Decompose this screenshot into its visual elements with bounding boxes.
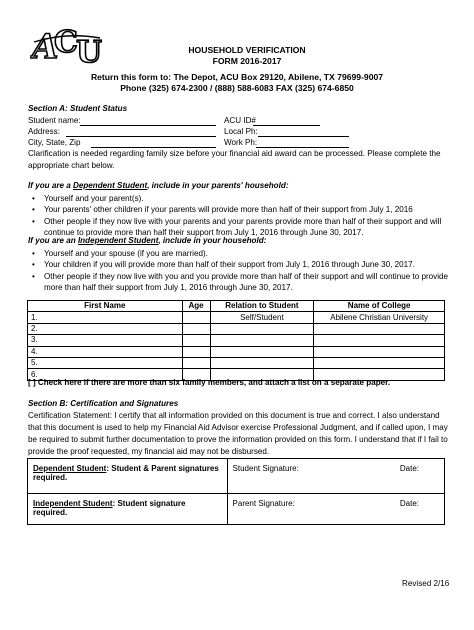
table-row xyxy=(28,357,445,368)
dependent-heading: If you are a Dependent Student, include in your parents' household: xyxy=(28,181,289,190)
list-item: • Yourself and your parent(s). xyxy=(28,193,452,204)
cell-college[interactable] xyxy=(314,357,445,368)
student-signature-label: Student Signature: xyxy=(232,464,299,473)
cell-college[interactable] xyxy=(314,323,445,334)
form-title: HOUSEHOLD VERIFICATION xyxy=(188,45,306,55)
independent-signature-label: Independent Student: Student signature required. xyxy=(28,494,228,525)
revised-date: Revised 2/16 xyxy=(402,579,450,588)
col-first-name: First Name xyxy=(28,301,183,312)
list-item: • Your parents' other children if your parents will provide more than half of their support from July 1, 2016 xyxy=(28,204,452,215)
list-item: • Your children if you will provide more than half of their support from July 1, 2016 through June 30, 2017. xyxy=(28,259,452,270)
parent-signature-cell[interactable] xyxy=(227,494,444,525)
col-relation: Relation to Student xyxy=(210,301,314,312)
cell-first-name[interactable]: 1. xyxy=(28,312,183,323)
local-ph-label: Local Ph: xyxy=(224,127,258,136)
work-ph-label: Work Ph: xyxy=(224,138,258,147)
list-item: • Yourself and your spouse (if you are married). xyxy=(28,248,452,259)
address-label: Address: xyxy=(28,127,60,136)
date-label: Date: xyxy=(399,499,419,508)
list-item: • Other people if they now live with your parents and your parents provide more than half of their support and will continue to provide more than half their support from July 1, 2016 through June 30, 2017. xyxy=(28,216,452,239)
student-name-field[interactable] xyxy=(80,125,216,126)
dependent-signature-row xyxy=(28,459,445,494)
city-state-zip-label: City, State, Zip xyxy=(28,138,81,147)
form-subtitle: FORM 2016-2017 xyxy=(212,56,282,66)
return-address: Return this form to: The Depot, ACU Box 29120, Abilene, TX 79699-9007 xyxy=(90,72,384,82)
cell-age[interactable] xyxy=(182,323,210,334)
table-row xyxy=(28,335,445,346)
table-header-row xyxy=(28,301,445,312)
household-table xyxy=(27,300,445,381)
cell-college[interactable] xyxy=(314,346,445,357)
cell-first-name[interactable]: 5. xyxy=(28,357,183,368)
address-field[interactable] xyxy=(66,136,216,137)
signature-table xyxy=(27,458,445,525)
dependent-signature-label: Dependent Student: Student & Parent signatures required. xyxy=(28,459,228,494)
certification-statement: Certification Statement: I certify that all information provided on this document is true and correct. I also understand that this document is used to help my Financial Aid Advisor exercise Professional Judgment, and if called upon, I may be required to submit further documentation to prove the information provided on this form. I understand that if I fail to provide the proof requested, my financial aid may not be disbursed. xyxy=(28,411,448,456)
cell-age[interactable] xyxy=(182,312,210,323)
col-age: Age xyxy=(182,301,210,312)
cell-first-name[interactable]: 2. xyxy=(28,323,183,334)
independent-heading: If you are an Independent Student, include in your household: xyxy=(28,236,267,245)
acu-id-field[interactable] xyxy=(253,125,320,126)
cell-age[interactable] xyxy=(182,357,210,368)
local-ph-field[interactable] xyxy=(258,136,349,137)
cell-relation[interactable] xyxy=(210,323,314,334)
section-a-heading: Section A: Student Status xyxy=(28,104,128,113)
independent-list xyxy=(28,248,452,294)
cell-first-name[interactable]: 4. xyxy=(28,346,183,357)
col-college: Name of College xyxy=(314,301,445,312)
table-row xyxy=(28,323,445,334)
svg-text:C: C xyxy=(54,25,78,60)
student-signature-cell[interactable] xyxy=(227,459,444,494)
independent-signature-row xyxy=(28,494,445,525)
date-label: Date: xyxy=(399,464,419,473)
table-row xyxy=(28,346,445,357)
cell-relation[interactable] xyxy=(210,346,314,357)
cell-college[interactable] xyxy=(314,335,445,346)
clarification-text: Clarification is needed regarding family size before your financial aid award can be processed. Please complete the appropriate chart below. xyxy=(28,149,441,170)
cell-first-name[interactable]: 6. xyxy=(28,369,183,380)
cell-age[interactable] xyxy=(182,346,210,357)
svg-text:A: A xyxy=(32,27,59,66)
cell-age[interactable] xyxy=(182,335,210,346)
dependent-list xyxy=(28,193,452,239)
more-members-checkbox-note[interactable]: [ ] Check here if there are more than six family members, and attach a list on a separate paper. xyxy=(28,378,391,387)
cell-college[interactable]: Abilene Christian University xyxy=(314,312,445,323)
cell-relation[interactable]: Self/Student xyxy=(210,312,314,323)
student-name-label: Student name: xyxy=(28,116,81,125)
cell-relation[interactable] xyxy=(210,335,314,346)
parent-signature-label: Parent Signature: xyxy=(232,499,295,508)
list-item: • Other people if they now live with you and you provide more than half of their support and will continue to provide more than half their support from July 1, 2016 through June 30, 2017. xyxy=(28,271,452,294)
table-row xyxy=(28,312,445,323)
phone-line: Phone (325) 674-2300 / (888) 588-6083 FAX (325) 674-6850 xyxy=(120,83,354,93)
svg-text:U: U xyxy=(76,35,102,66)
cell-relation[interactable] xyxy=(210,357,314,368)
acu-id-label: ACU ID# xyxy=(224,116,256,125)
cell-first-name[interactable]: 3. xyxy=(28,335,183,346)
section-b-heading: Section B: Certification and Signatures xyxy=(28,399,179,408)
